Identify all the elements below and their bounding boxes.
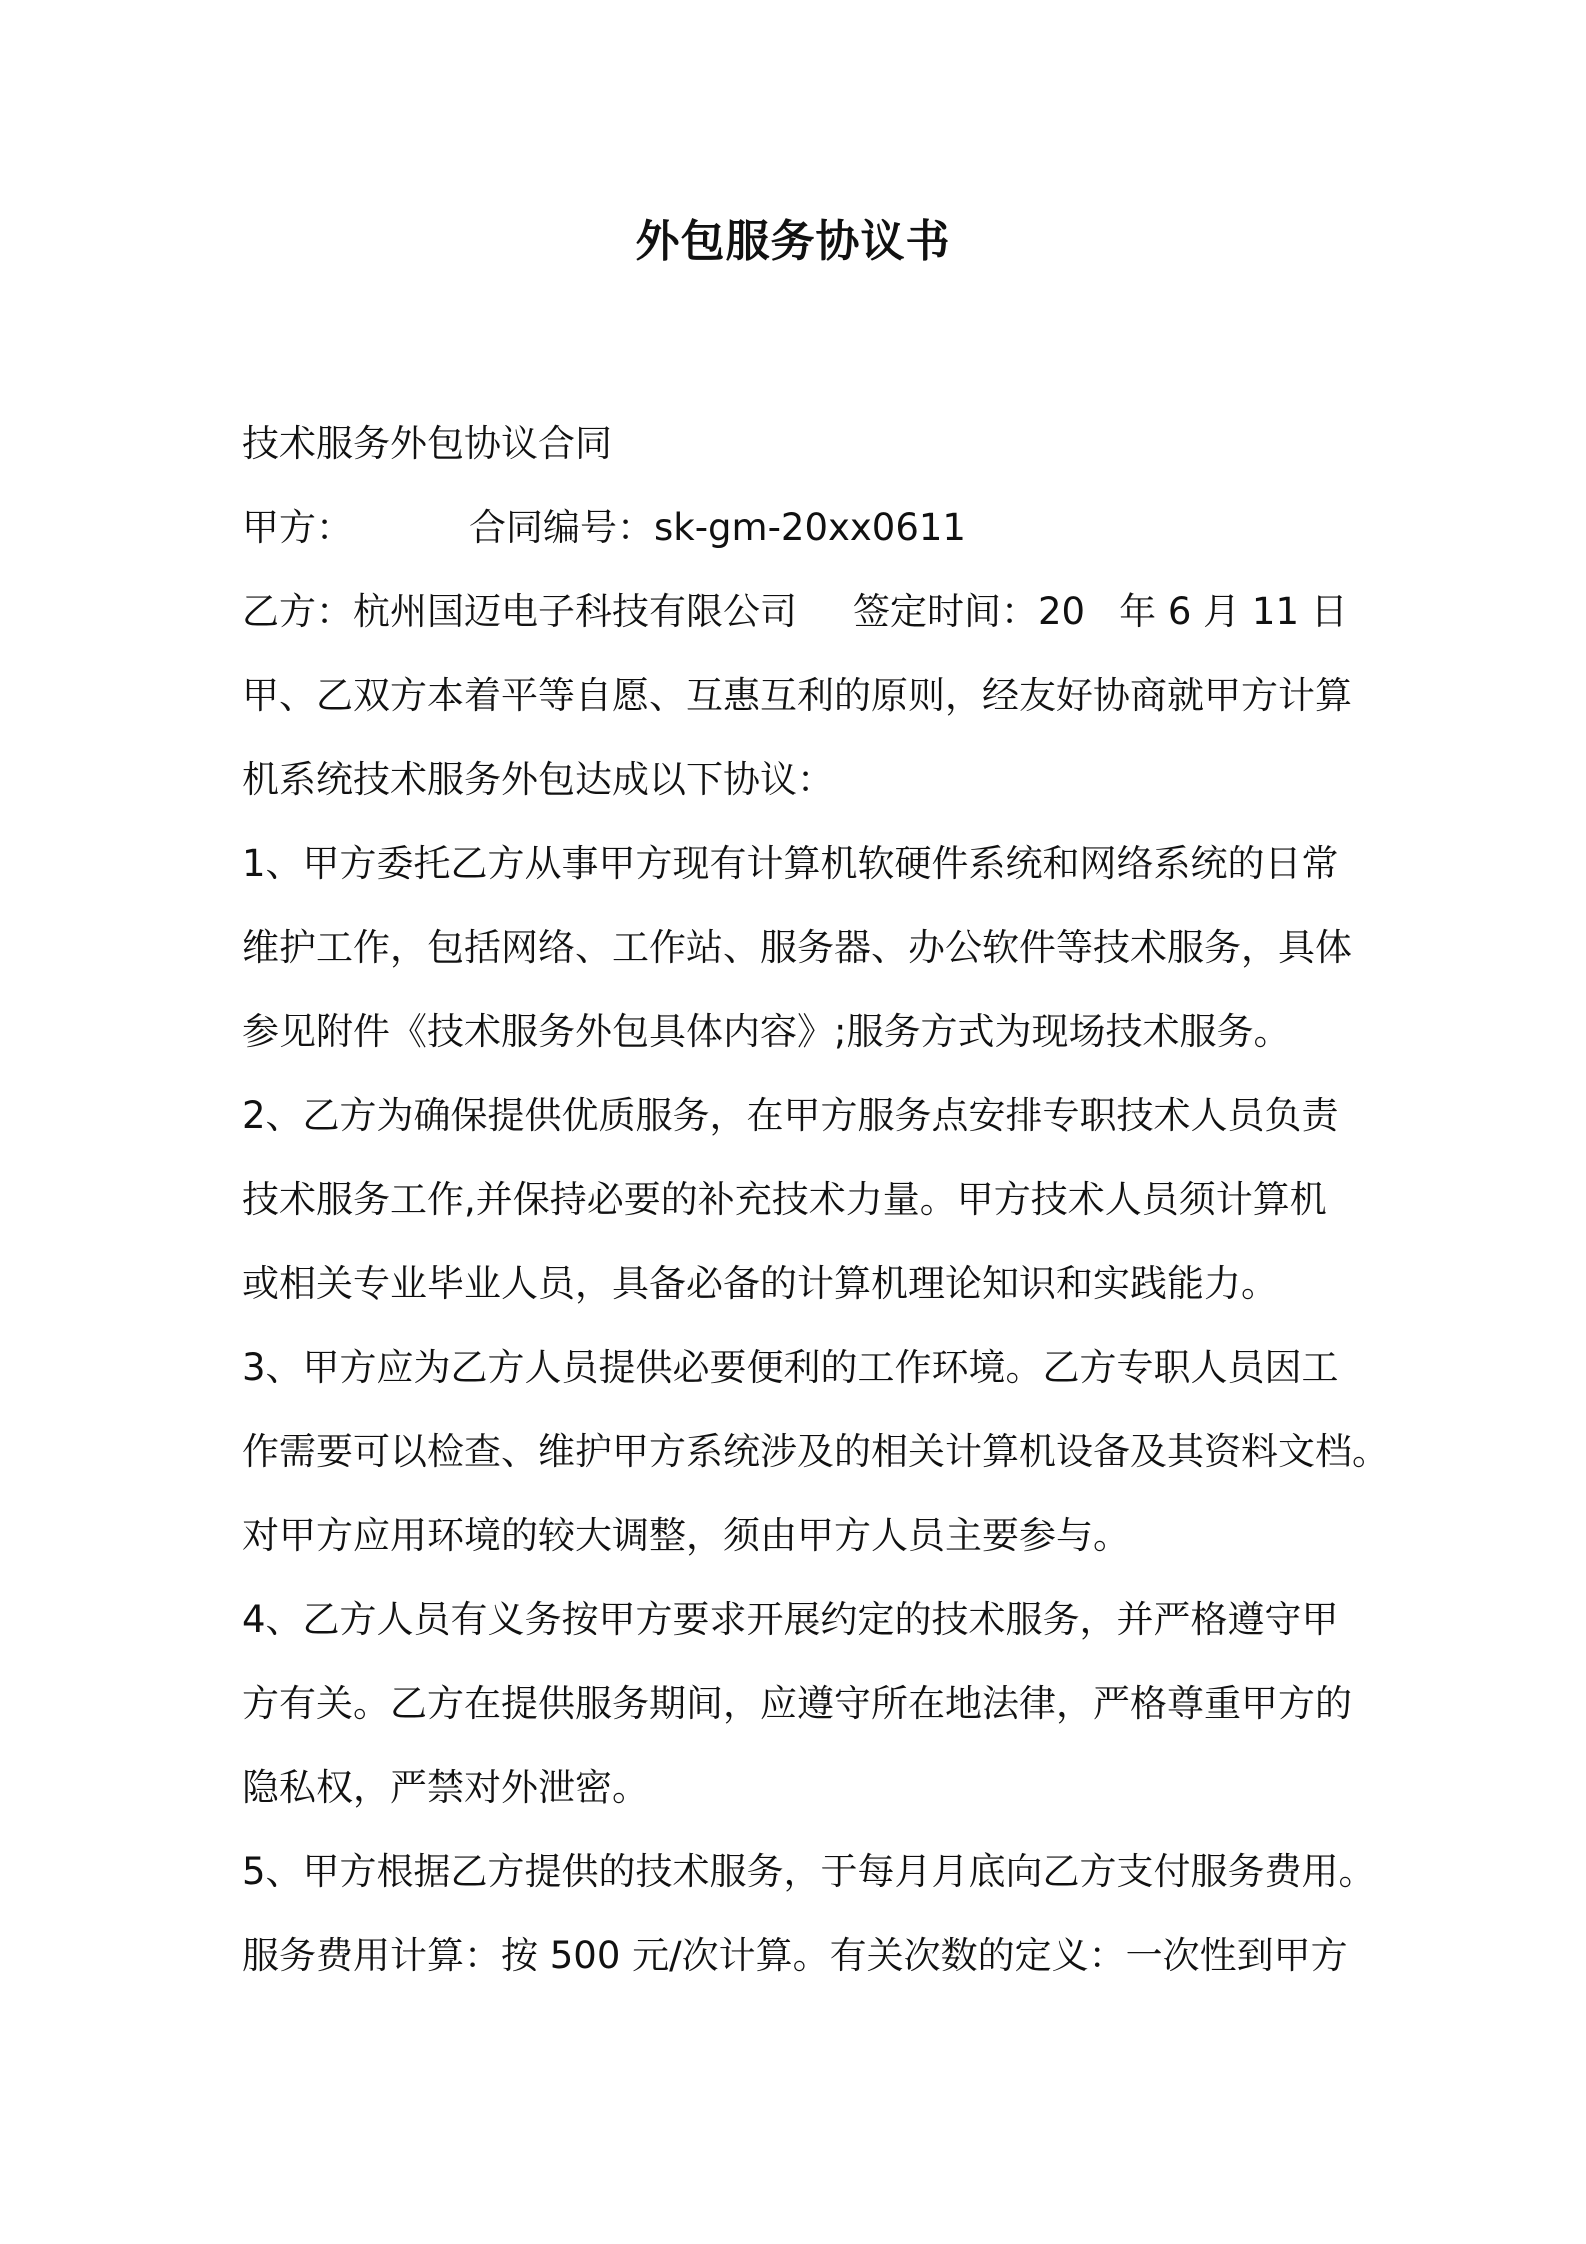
clause-3-line: 作需要可以检查、维护甲方系统涉及的相关计算机设备及其资料文档。 — [242, 1430, 1389, 1473]
document-body — [242, 402, 1402, 1998]
document-title: 外包服务协议书 — [635, 216, 951, 267]
clause-2-line: 技术服务工作,并保持必要的补充技术力量。甲方技术人员须计算机 — [242, 1178, 1327, 1221]
clause-3-line: 3、甲方应为乙方人员提供必要便利的工作环境。乙方专职人员因工 — [242, 1346, 1339, 1389]
clause-2-line: 或相关专业毕业人员，具备必备的计算机理论知识和实践能力。 — [242, 1262, 1278, 1305]
paragraph-line: 机系统技术服务外包达成以下协议： — [242, 758, 834, 801]
clause-5-line: 5、甲方根据乙方提供的技术服务，于每月月底向乙方支付服务费用。 — [242, 1850, 1376, 1893]
party-b-label: 乙方：杭州国迈电子科技有限公司 — [242, 590, 797, 633]
party-b-row — [242, 570, 1402, 654]
clause-5-line: 服务费用计算：按 500 元/次计算。有关次数的定义：一次性到甲方 — [242, 1934, 1348, 1977]
contract-subtitle: 技术服务外包协议合同 — [242, 422, 612, 465]
clause-2-line: 2、乙方为确保提供优质服务，在甲方服务点安排专职技术人员负责 — [242, 1094, 1339, 1137]
clause-1-line: 1、甲方委托乙方从事甲方现有计算机软硬件系统和网络系统的日常 — [242, 842, 1339, 885]
sign-time-date: 年 6 月 11 日 — [1119, 590, 1348, 633]
clause-4-line: 4、乙方人员有义务按甲方要求开展约定的技术服务，并严格遵守甲 — [242, 1598, 1339, 1641]
party-a-label: 甲方： — [242, 506, 353, 549]
party-a-row — [242, 486, 1402, 570]
contract-number: 合同编号：sk-gm-20xx0611 — [469, 506, 966, 549]
clause-1-line: 维护工作，包括网络、工作站、服务器、办公软件等技术服务，具体 — [242, 926, 1352, 969]
clause-4-line: 方有关。乙方在提供服务期间，应遵守所在地法律，严格尊重甲方的 — [242, 1682, 1352, 1725]
clause-4-line: 隐私权，严禁对外泄密。 — [242, 1766, 649, 1809]
paragraph-line: 甲、乙双方本着平等自愿、互惠互利的原则，经友好协商就甲方计算 — [242, 674, 1352, 717]
clause-3-line: 对甲方应用环境的较大调整，须由甲方人员主要参与。 — [242, 1514, 1130, 1557]
sign-time-label: 签定时间：20 — [853, 590, 1086, 633]
clause-1-line: 参见附件《技术服务外包具体内容》;服务方式为现场技术服务。 — [242, 1010, 1291, 1053]
